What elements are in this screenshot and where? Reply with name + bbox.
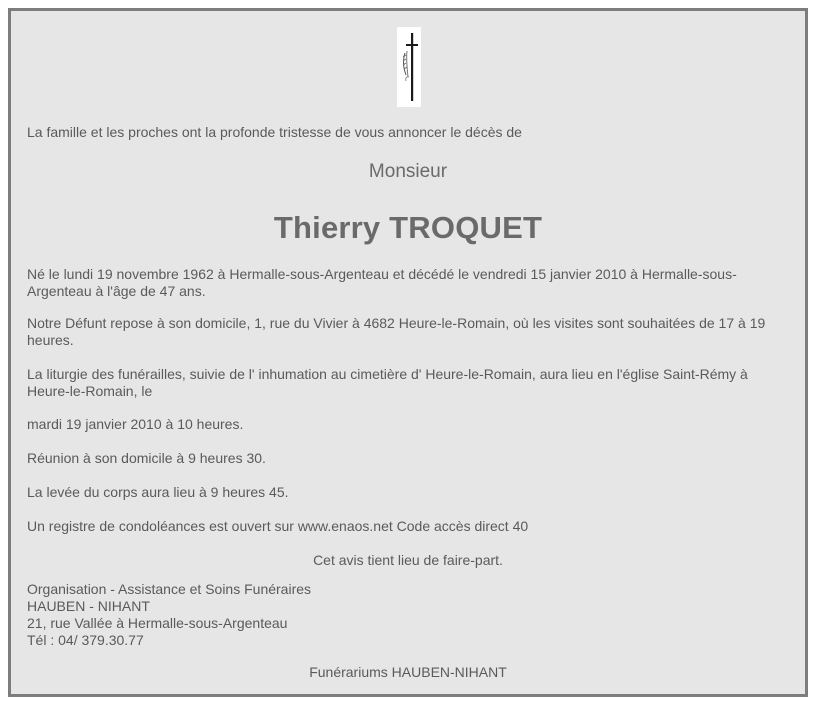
ceremony-date: mardi 19 janvier 2010 à 10 heures.	[27, 416, 244, 432]
organisation-block	[27, 581, 781, 649]
cross-with-wheat-icon	[397, 27, 421, 107]
liturgy-text: La liturgie des funérailles, suivie de l' inhumation au cimetière d' Heure-le-Romain, aura lieu en l'église Saint-Rémy à Heure-le-Romain, le	[27, 366, 748, 399]
meeting-text: Réunion à son domicile à 9 heures 30.	[27, 450, 266, 466]
birth-death-text: Né le lundi 19 novembre 1962 à Hermalle-sous-Argenteau et décédé le vendredi 15 janvier 2010 à Hermalle-sous-Argenteau à l'âge de 47 ans.	[27, 266, 737, 299]
intro-text: La famille et les proches ont la profonde tristesse de vous annoncer le décès de	[27, 124, 522, 140]
organisation-phone: Tél : 04/ 379.30.77	[27, 632, 144, 648]
notice-text: Cet avis tient lieu de faire-part.	[313, 552, 503, 568]
honorific: Monsieur	[368, 161, 448, 182]
organisation-address: 21, rue Vallée à Hermalle-sous-Argenteau	[27, 615, 288, 631]
organisation-name: HAUBEN - NIHANT	[27, 598, 150, 614]
obituary-notice	[8, 8, 808, 697]
organisation-line: Organisation - Assistance et Soins Funéraires	[27, 581, 312, 597]
body-lift-text: La levée du corps aura lieu à 9 heures 45.	[27, 484, 289, 500]
footer-text: Funérariums HAUBEN-NIHANT	[309, 664, 507, 680]
deceased-name: Thierry TROQUET	[273, 210, 543, 245]
repose-text: Notre Défunt repose à son domicile, 1, rue du Vivier à 4682 Heure-le-Romain, où les visites sont souhaitées de 17 à 19 heures.	[27, 315, 766, 348]
register-text: Un registre de condoléances est ouvert sur www.enaos.net Code accès direct 40	[27, 518, 529, 534]
